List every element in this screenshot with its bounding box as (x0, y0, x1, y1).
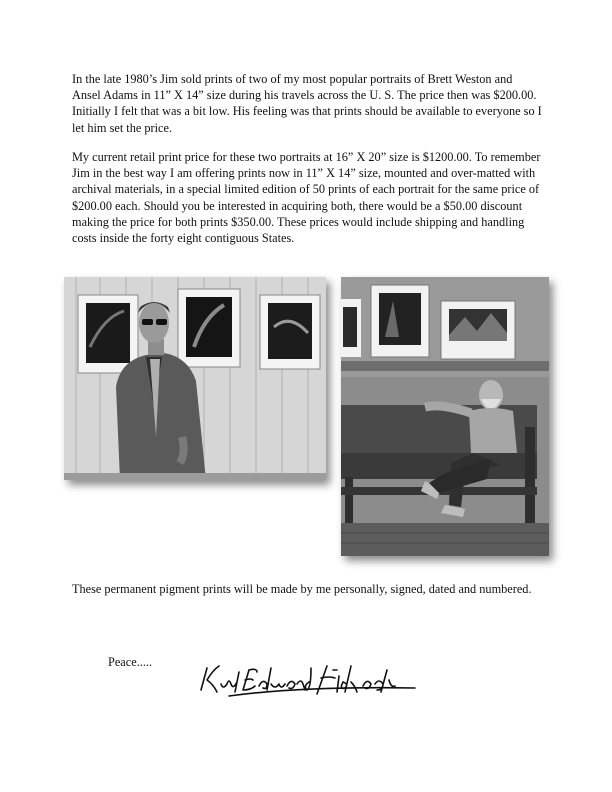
paragraph-print-details: These permanent pigment prints will be made by me personally, signed, dated and numbered. (72, 582, 532, 596)
paragraph-pricing: My current retail print price for these two portraits at 16” X 20” size is $1200.00. To remember Jim in the best way I am offering prints now in 11” X 14” size, mounted and over-matted with archival materials, in a special limited edition of 50 prints of each portrait for the same price of $200.00 each. Should you be interested in acquiring both, there would be a $50.00 discount making the price for both prints $350.00. These prices would include shipping and handling costs inside the forty eight contiguous States. (72, 150, 541, 246)
paragraph-intro: In the late 1980’s Jim sold prints of two of my most popular portraits of Brett Weston and Ansel Adams in 11” X 14” size during his travels across the U. S. The price then was $200.00. Initially I felt that was a bit low. His feeling was that prints should be available to everyone so I let him set the price. (72, 72, 542, 135)
closing-text: Peace..... (108, 655, 153, 669)
brett-weston-photo (64, 277, 326, 480)
ansel-adams-photo (341, 277, 549, 556)
signature-image (193, 656, 418, 698)
